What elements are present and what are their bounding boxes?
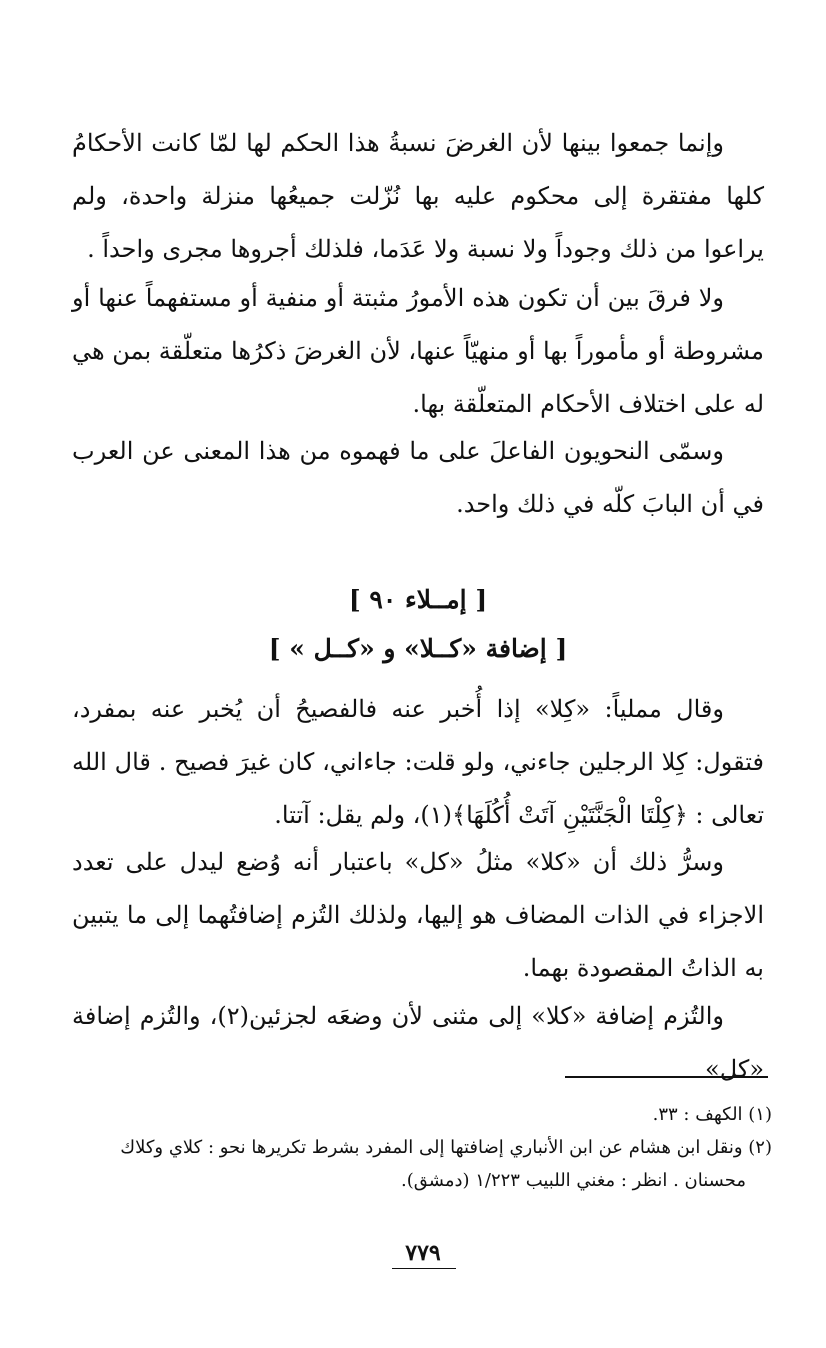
paragraph-6: والتُزم إضافة «كلا» إلى مثنى لأن وضعَه لجزئين(٢)، والتُزم إضافة «كل» xyxy=(72,1002,764,1083)
paragraph-2: ولا فرقَ بين أن تكون هذه الأمورُ مثبتة أو منفية أو مستفهماً عنها أو مشروطة أو مأموراً بها أو منهيّاً عنها، لأن الغرضَ ذكرُها متعلّقة بمن هي له على اختلاف الأحكام المتعلّقة بها. xyxy=(72,284,764,418)
page-number: ٧٧٩ xyxy=(405,1240,441,1266)
footnote-1: (١) الكهف : ٣٣. xyxy=(652,1104,772,1125)
section-title: [ إمــلاء ٩٠ ] xyxy=(348,585,488,614)
paragraph-5: وسرُّ ذلك أن «كلا» مثلُ «كل» باعتبار أنه وُضع ليدل على تعدد الاجزاء في الذات المضاف هو إليها، ولذلك التُزم إضافتُهما إلى ما يتبين به الذاتُ المقصودة بهما. xyxy=(72,848,764,982)
footnote-2-line-1: (٢) ونقل ابن هشام عن ابن الأنباري إضافتها إلى المفرد بشرط تكريرها نحو : كلاي وكلاك xyxy=(120,1137,772,1158)
footnote-2-line-2: محسنان . انظر : مغني اللبيب ١/٢٢٣ (دمشق). xyxy=(401,1170,746,1191)
paragraph-3: وسمّى النحويون الفاعلَ على ما فهموه من هذا المعنى عن العرب في أن البابَ كلّه في ذلك واحد. xyxy=(72,437,764,518)
paragraph-1: وإنما جمعوا بينها لأن الغرضَ نسبةُ هذا الحكم لها لمّا كانت الأحكامُ كلها مفتقرة إلى محكوم عليه بها نُزّلت جميعُها منزلة واحدة، ولم يراعوا من ذلك وجوداً ولا نسبة ولا عَدَما، فلذلك أجروها مجرى واحداً . xyxy=(72,129,764,263)
paragraph-4: وقال مملياً: «كِلا» إذا أُخبر عنه فالفصيحُ أن يُخبر عنه بمفرد، فتقول: كِلا الرجلين جاءني، ولو قلت: جاءاني، كان غيرَ فصيح . قال الله تعالى : ﴿كِلْتَا الْجَنَّتَيْنِ آتَتْ أُكُلَهَا﴾(١)، ولم يقل: آتتا. xyxy=(72,695,764,829)
footnotes xyxy=(72,1098,772,1197)
page-number-underline xyxy=(392,1268,456,1269)
section-subtitle: [ إضافة «كــلا» و «كــل » ] xyxy=(268,634,568,663)
footnote-divider xyxy=(565,1076,768,1078)
